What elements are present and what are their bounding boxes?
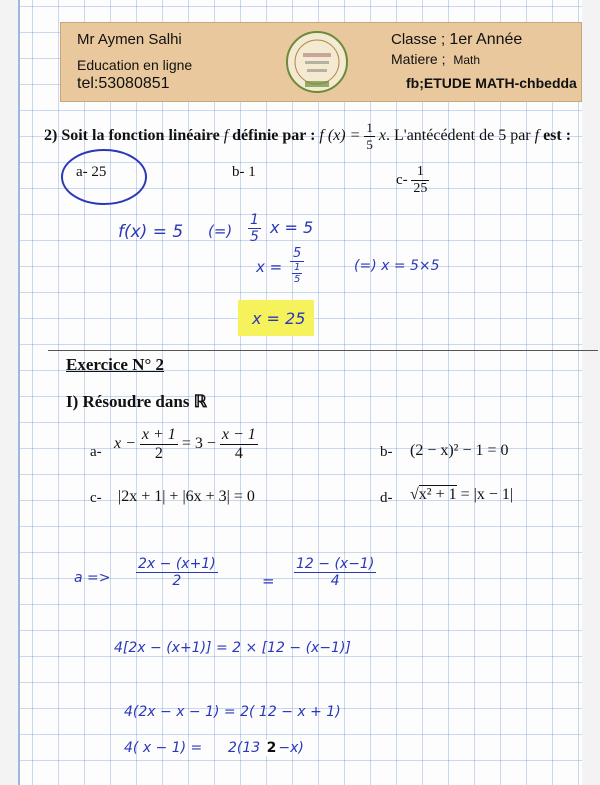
exercise-part: I) Résoudre dans ℝ bbox=[66, 392, 208, 411]
margin-line bbox=[18, 0, 20, 785]
hw-a-right-fraction: $\frac{12 - (x-1)}{4}$ bbox=[296, 556, 375, 589]
hw-a-line4-left: 4( x − 1) = bbox=[124, 740, 203, 756]
facebook-page: fb;ETUDE MATH-chbedda bbox=[406, 75, 577, 91]
question-text-2: définie par : bbox=[232, 127, 316, 145]
hw-a-equals: = bbox=[262, 572, 275, 590]
question-number: 2) bbox=[44, 127, 58, 145]
hw-line1-right: x = 5 bbox=[270, 218, 314, 237]
section-divider bbox=[48, 350, 598, 351]
telephone: tel:53080851 bbox=[77, 75, 170, 92]
hw-line2-fraction: $\frac{5}{\frac{1}{5}}$ bbox=[290, 246, 304, 285]
eq-a-label: a- bbox=[90, 444, 102, 460]
choice-a: a- 25 bbox=[76, 164, 107, 180]
equation-b: (2 − x)² − 1 = 0 bbox=[410, 442, 509, 459]
equation-a: x − $\frac{x + 1}{2}$ = 3 − $\frac{x - 1}{4}$ bbox=[114, 426, 256, 462]
function-expression: f (x) = bbox=[319, 127, 361, 145]
education-line: Education en ligne bbox=[77, 57, 193, 73]
equation-c: |2x + 1| + |6x + 3| = 0 bbox=[118, 488, 255, 505]
matiere-info bbox=[391, 51, 480, 67]
classe-value: 1er Année bbox=[449, 31, 523, 48]
hw-line1-left: f(x) = 5 bbox=[118, 222, 184, 242]
eq-c-label: c- bbox=[90, 490, 102, 506]
question-text-4: est : bbox=[543, 127, 572, 145]
hw-answer: x = 25 bbox=[252, 309, 306, 328]
worksheet-page bbox=[18, 0, 582, 785]
hw-a-left-fraction: $\frac{2x - (x+1)}{2}$ bbox=[138, 556, 216, 589]
hw-a-line3: 4(2x − x − 1) = 2( 12 − x + 1) bbox=[124, 704, 341, 720]
matiere-label: Matiere ; bbox=[391, 51, 446, 67]
eq-b-label: b- bbox=[380, 444, 393, 460]
question-text-3: . L'antécédent de 5 par bbox=[386, 127, 531, 145]
hw-a-line4-right: 2(13 2 −x) bbox=[228, 740, 304, 756]
function-fraction: $\frac{1}{5}$ bbox=[366, 120, 373, 152]
header-banner bbox=[60, 22, 582, 102]
hw-line2-left: x = bbox=[256, 258, 283, 276]
hw-a-label: a => bbox=[74, 570, 111, 586]
matiere-value: Math bbox=[453, 53, 481, 67]
hw-a-badge: 2 bbox=[266, 740, 277, 756]
choice-c: c- $\frac{1}{25}$ bbox=[396, 164, 428, 196]
classe-label: Classe ; bbox=[391, 31, 446, 48]
choice-b: b- 1 bbox=[232, 164, 256, 180]
school-logo bbox=[283, 29, 351, 95]
hw-a-line2: 4[2x − (x+1)] = 2 × [12 − (x−1)] bbox=[114, 640, 351, 656]
function-name-2: f bbox=[534, 127, 540, 145]
hw-line2-right: (=) x = 5×5 bbox=[354, 258, 440, 274]
hw-line1-equiv: (=) bbox=[208, 222, 233, 240]
equation-d: √x² + 1 = |x − 1| bbox=[410, 486, 514, 503]
function-name: f bbox=[223, 127, 229, 145]
hw-line1-fraction: $\frac{1}{5}$ bbox=[250, 212, 259, 245]
exercise-title: Exercice N° 2 bbox=[66, 355, 165, 374]
function-variable: x bbox=[378, 127, 387, 145]
question-text-1: Soit la fonction linéaire bbox=[61, 127, 220, 145]
classe-info bbox=[391, 31, 522, 49]
teacher-name: Mr Aymen Salhi bbox=[77, 31, 182, 48]
eq-d-label: d- bbox=[380, 490, 393, 506]
